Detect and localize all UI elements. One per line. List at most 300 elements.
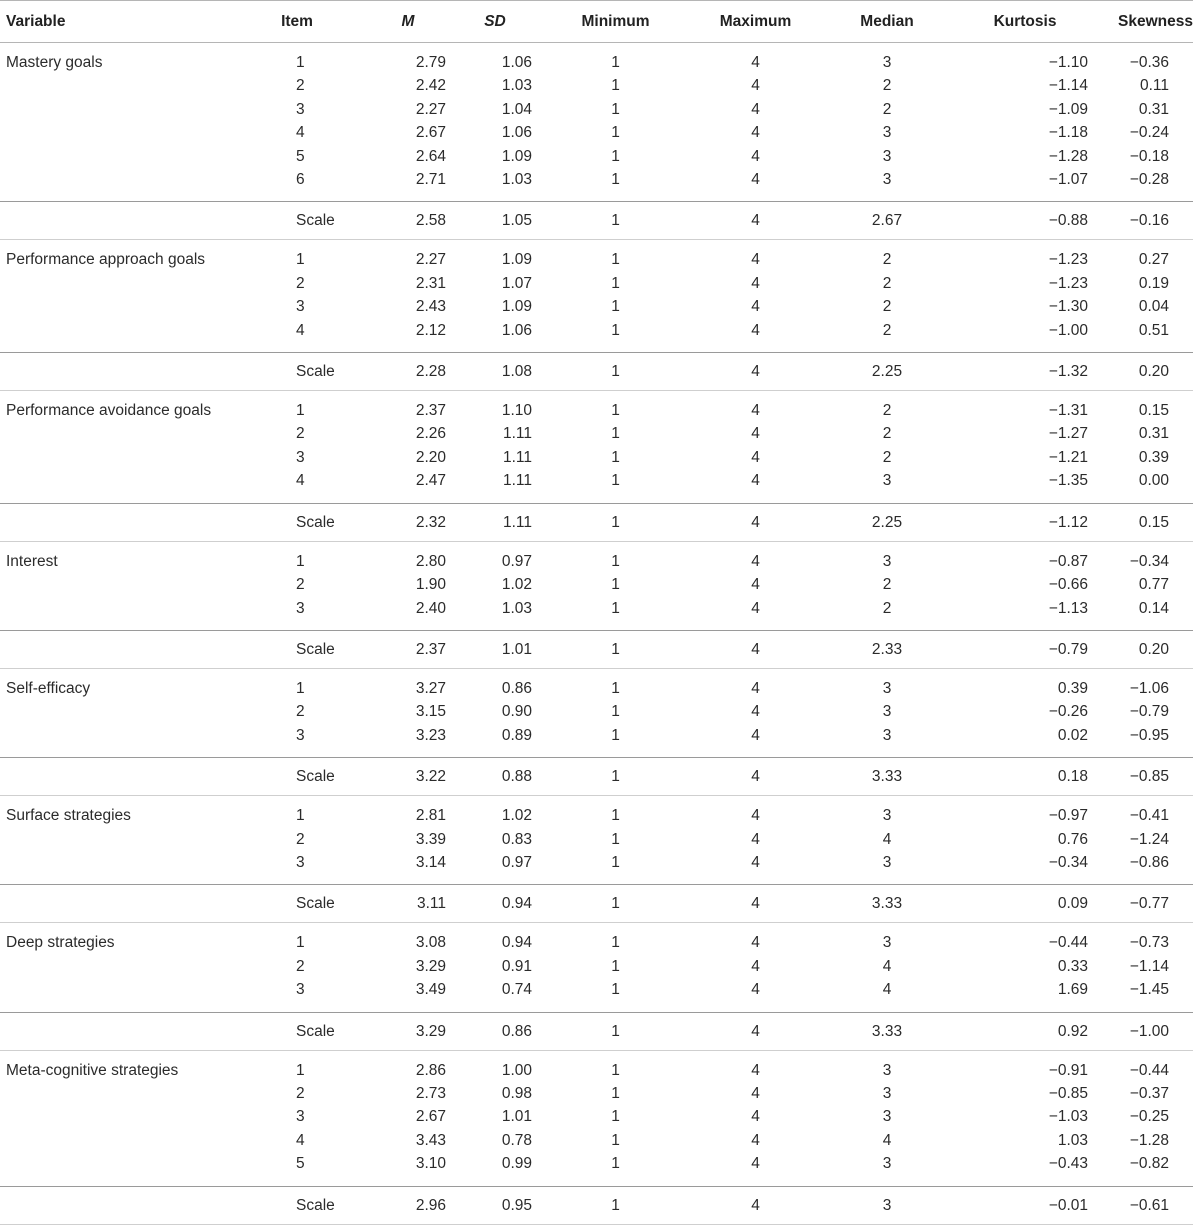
cell-kurtosis: −1.03 <box>1048 1108 1088 1126</box>
scale-m: 2.32 <box>364 503 452 541</box>
scale-item: Scale <box>236 1186 364 1224</box>
cell-sd: 1.04 <box>501 100 532 118</box>
cell-item: 3 <box>296 1108 305 1126</box>
cell-sd: 1.02 <box>501 576 532 594</box>
cell-minimum: 1 <box>611 1131 620 1149</box>
cell-m: 2.12 <box>415 321 446 339</box>
scale-kurtosis: 0.18 <box>956 758 1094 796</box>
scale-skewness: −0.16 <box>1094 202 1193 240</box>
scale-median: 3.33 <box>818 758 956 796</box>
cell-maximum: 4 <box>751 1084 760 1102</box>
cell-m: 3.10 <box>415 1155 446 1173</box>
scale-item: Scale <box>236 885 364 923</box>
cell-m: 3.15 <box>415 703 446 721</box>
scale-median: 2.25 <box>818 353 956 391</box>
variable-name: Mastery goals <box>6 54 103 71</box>
group-spacer <box>0 493 1193 504</box>
cell-median: 3 <box>882 1155 892 1173</box>
cell-m: 3.43 <box>415 1131 446 1149</box>
cell-m: 2.67 <box>415 1108 446 1126</box>
scale-skewness: −0.85 <box>1094 758 1193 796</box>
cell-item: 5 <box>296 147 305 165</box>
cell-skewness: −0.82 <box>1129 1155 1169 1173</box>
cell-maximum: 4 <box>751 472 760 490</box>
cell-median: 3 <box>882 1061 892 1079</box>
cell-m: 2.47 <box>415 472 446 490</box>
table-body <box>0 43 1193 1225</box>
cell-median: 3 <box>882 726 892 744</box>
cell-maximum: 4 <box>751 807 760 825</box>
cell-kurtosis: −0.66 <box>1048 576 1088 594</box>
cell-kurtosis: −1.00 <box>1048 321 1088 339</box>
cell-skewness: −1.06 <box>1129 679 1169 697</box>
scale-variable-blank <box>0 503 236 541</box>
scale-item: Scale <box>236 630 364 668</box>
cell-minimum: 1 <box>611 1155 620 1173</box>
header-median: Median <box>818 1 956 43</box>
cell-item: 1 <box>296 552 305 570</box>
scale-variable-blank <box>0 885 236 923</box>
cell-maximum: 4 <box>751 703 760 721</box>
cell-kurtosis: −1.27 <box>1048 425 1088 443</box>
cell-minimum: 1 <box>611 679 620 697</box>
cell-minimum: 1 <box>611 298 620 316</box>
cell-median: 2 <box>882 321 892 339</box>
table-row <box>0 240 1193 272</box>
cell-skewness: −0.28 <box>1129 171 1169 189</box>
cell-sd: 1.11 <box>502 425 532 443</box>
cell-minimum: 1 <box>611 703 620 721</box>
cell-median: 3 <box>882 171 892 189</box>
cell-median: 4 <box>882 830 892 848</box>
scale-m: 2.28 <box>364 353 452 391</box>
cell-kurtosis: −0.85 <box>1048 1084 1088 1102</box>
cell-skewness: −0.79 <box>1129 703 1169 721</box>
scale-kurtosis: −0.88 <box>956 202 1094 240</box>
cell-median: 3 <box>882 124 892 142</box>
cell-minimum: 1 <box>611 100 620 118</box>
spacer-cell <box>0 874 1193 885</box>
cell-maximum: 4 <box>751 251 760 269</box>
cell-median: 3 <box>882 552 892 570</box>
cell-kurtosis: 0.02 <box>1057 726 1088 744</box>
cell-skewness: −0.44 <box>1129 1061 1169 1079</box>
cell-m: 3.39 <box>415 830 446 848</box>
cell-skewness: −0.24 <box>1129 124 1169 142</box>
cell-skewness: −0.36 <box>1129 54 1169 71</box>
scale-skewness: −0.61 <box>1094 1186 1193 1224</box>
cell-sd: 1.06 <box>501 124 532 142</box>
cell-item: 2 <box>296 274 305 292</box>
cell-item: 3 <box>296 981 305 999</box>
cell-minimum: 1 <box>611 402 620 420</box>
cell-minimum: 1 <box>611 448 620 466</box>
cell-sd: 1.11 <box>502 472 532 490</box>
scale-row <box>0 503 1193 541</box>
scale-maximum: 4 <box>693 503 818 541</box>
table-row <box>0 1050 1193 1082</box>
cell-item: 4 <box>296 472 305 490</box>
cell-skewness: −1.28 <box>1129 1131 1169 1149</box>
cell-item: 3 <box>296 448 305 466</box>
cell-sd: 0.86 <box>501 679 532 697</box>
table-header-row <box>0 1 1193 43</box>
cell-maximum: 4 <box>751 54 760 71</box>
cell-median: 2 <box>882 274 892 292</box>
cell-median: 3 <box>882 54 892 71</box>
cell-m: 2.80 <box>415 552 446 570</box>
cell-maximum: 4 <box>751 957 760 975</box>
cell-median: 2 <box>882 402 892 420</box>
cell-minimum: 1 <box>611 425 620 443</box>
scale-variable-blank <box>0 630 236 668</box>
scale-median: 2.33 <box>818 630 956 668</box>
cell-skewness: −1.45 <box>1129 981 1169 999</box>
scale-variable-blank <box>0 1186 236 1224</box>
table-row <box>0 796 1193 828</box>
cell-minimum: 1 <box>611 321 620 339</box>
cell-maximum: 4 <box>751 726 760 744</box>
cell-skewness: 0.39 <box>1138 448 1169 466</box>
cell-sd: 0.89 <box>501 726 532 744</box>
cell-sd: 1.03 <box>501 77 532 95</box>
cell-item: 2 <box>296 77 305 95</box>
table-row <box>0 391 1193 423</box>
cell-skewness: −0.37 <box>1129 1084 1169 1102</box>
cell-maximum: 4 <box>751 298 760 316</box>
cell-m: 2.64 <box>415 147 446 165</box>
cell-sd: 0.78 <box>501 1131 532 1149</box>
variable-name: Interest <box>6 552 58 570</box>
cell-median: 4 <box>882 957 892 975</box>
cell-maximum: 4 <box>751 1155 760 1173</box>
cell-maximum: 4 <box>751 576 760 594</box>
table-row <box>0 923 1193 955</box>
scale-skewness: 0.15 <box>1094 503 1193 541</box>
cell-sd: 1.02 <box>501 807 532 825</box>
cell-sd: 0.90 <box>501 703 532 721</box>
scale-row <box>0 758 1193 796</box>
cell-skewness: −0.95 <box>1129 726 1169 744</box>
cell-item: 4 <box>296 1131 305 1149</box>
header-kurtosis: Kurtosis <box>956 1 1094 43</box>
cell-kurtosis: −1.10 <box>1048 54 1088 71</box>
group-spacer <box>0 874 1193 885</box>
cell-kurtosis: −1.23 <box>1048 251 1088 269</box>
cell-item: 1 <box>296 251 305 269</box>
cell-median: 2 <box>882 599 892 617</box>
cell-sd: 1.11 <box>502 448 532 466</box>
scale-median: 3 <box>818 1186 956 1224</box>
variable-name: Deep strategies <box>6 934 115 952</box>
cell-m: 2.37 <box>415 402 446 420</box>
header-minimum: Minimum <box>538 1 693 43</box>
cell-sd: 1.07 <box>501 274 532 292</box>
cell-m: 2.31 <box>415 274 446 292</box>
group-spacer <box>0 342 1193 353</box>
cell-kurtosis: −1.31 <box>1048 402 1088 420</box>
cell-minimum: 1 <box>611 171 620 189</box>
scale-maximum: 4 <box>693 1012 818 1050</box>
cell-sd: 0.97 <box>501 552 532 570</box>
cell-item: 6 <box>296 171 305 189</box>
scale-median: 3.33 <box>818 1012 956 1050</box>
cell-skewness: −0.73 <box>1129 934 1169 952</box>
cell-minimum: 1 <box>611 552 620 570</box>
cell-m: 3.29 <box>415 957 446 975</box>
cell-skewness: 0.00 <box>1138 472 1169 490</box>
scale-variable-blank <box>0 758 236 796</box>
cell-kurtosis: 0.33 <box>1057 957 1088 975</box>
cell-sd: 1.09 <box>501 298 532 316</box>
cell-minimum: 1 <box>611 807 620 825</box>
scale-row <box>0 202 1193 240</box>
cell-sd: 0.98 <box>501 1084 532 1102</box>
cell-kurtosis: −1.14 <box>1048 77 1088 95</box>
cell-skewness: −1.24 <box>1129 830 1169 848</box>
table-row <box>0 43 1193 75</box>
variable-name: Performance approach goals <box>6 251 206 269</box>
scale-skewness: −0.77 <box>1094 885 1193 923</box>
cell-minimum: 1 <box>611 1084 620 1102</box>
cell-skewness: 0.31 <box>1138 100 1169 118</box>
spacer-cell <box>0 493 1193 504</box>
cell-maximum: 4 <box>751 147 760 165</box>
cell-sd: 0.91 <box>501 957 532 975</box>
cell-item: 2 <box>296 1084 305 1102</box>
cell-median: 3 <box>882 679 892 697</box>
cell-median: 3 <box>882 1108 892 1126</box>
cell-median: 4 <box>882 981 892 999</box>
cell-maximum: 4 <box>751 552 760 570</box>
scale-minimum: 1 <box>538 630 693 668</box>
cell-maximum: 4 <box>751 274 760 292</box>
cell-item: 3 <box>296 726 305 744</box>
cell-maximum: 4 <box>751 124 760 142</box>
cell-m: 3.27 <box>415 679 446 697</box>
cell-minimum: 1 <box>611 147 620 165</box>
table-row <box>0 668 1193 700</box>
group-spacer <box>0 747 1193 758</box>
scale-item: Scale <box>236 202 364 240</box>
cell-item: 1 <box>296 1061 305 1079</box>
cell-item: 4 <box>296 321 305 339</box>
cell-item: 1 <box>296 402 305 420</box>
spacer-cell <box>0 620 1193 631</box>
cell-maximum: 4 <box>751 981 760 999</box>
scale-kurtosis: −1.32 <box>956 353 1094 391</box>
cell-median: 3 <box>882 1084 892 1102</box>
cell-median: 3 <box>882 703 892 721</box>
cell-kurtosis: 0.39 <box>1057 679 1088 697</box>
table-row <box>0 541 1193 573</box>
scale-item: Scale <box>236 503 364 541</box>
scale-median: 3.33 <box>818 885 956 923</box>
scale-kurtosis: −0.79 <box>956 630 1094 668</box>
scale-item: Scale <box>236 1012 364 1050</box>
cell-sd: 0.94 <box>501 934 532 952</box>
cell-item: 2 <box>296 830 305 848</box>
cell-sd: 0.97 <box>501 853 532 871</box>
cell-item: 3 <box>296 853 305 871</box>
cell-maximum: 4 <box>751 1108 760 1126</box>
scale-skewness: 0.20 <box>1094 353 1193 391</box>
scale-kurtosis: −1.12 <box>956 503 1094 541</box>
scale-item: Scale <box>236 353 364 391</box>
scale-sd: 1.08 <box>452 353 538 391</box>
cell-m: 2.73 <box>415 1084 446 1102</box>
cell-kurtosis: −1.23 <box>1048 274 1088 292</box>
cell-item: 1 <box>296 54 305 71</box>
cell-maximum: 4 <box>751 853 760 871</box>
cell-skewness: 0.77 <box>1138 576 1169 594</box>
cell-item: 5 <box>296 1155 305 1173</box>
cell-m: 2.40 <box>415 599 446 617</box>
cell-median: 2 <box>882 448 892 466</box>
scale-minimum: 1 <box>538 758 693 796</box>
scale-row <box>0 1186 1193 1224</box>
scale-row <box>0 630 1193 668</box>
cell-m: 2.81 <box>415 807 446 825</box>
variable-name: Self-efficacy <box>6 679 91 697</box>
cell-kurtosis: −0.34 <box>1048 853 1088 871</box>
cell-kurtosis: −1.09 <box>1048 100 1088 118</box>
cell-minimum: 1 <box>611 934 620 952</box>
scale-row <box>0 885 1193 923</box>
cell-minimum: 1 <box>611 274 620 292</box>
scale-maximum: 4 <box>693 885 818 923</box>
cell-minimum: 1 <box>611 853 620 871</box>
scale-m: 2.96 <box>364 1186 452 1224</box>
scale-item: Scale <box>236 758 364 796</box>
cell-minimum: 1 <box>611 981 620 999</box>
cell-maximum: 4 <box>751 830 760 848</box>
scale-m: 2.58 <box>364 202 452 240</box>
scale-minimum: 1 <box>538 1186 693 1224</box>
cell-minimum: 1 <box>611 576 620 594</box>
scale-skewness: −1.00 <box>1094 1012 1193 1050</box>
scale-kurtosis: 0.92 <box>956 1012 1094 1050</box>
cell-m: 2.86 <box>415 1061 446 1079</box>
cell-minimum: 1 <box>611 1061 620 1079</box>
cell-sd: 0.74 <box>501 981 532 999</box>
cell-median: 2 <box>882 100 892 118</box>
cell-median: 3 <box>882 472 892 490</box>
cell-item: 2 <box>296 425 305 443</box>
group-spacer <box>0 1176 1193 1187</box>
cell-median: 3 <box>882 807 892 825</box>
spacer-cell <box>0 1176 1193 1187</box>
group-spacer <box>0 1002 1193 1013</box>
cell-sd: 1.09 <box>501 251 532 269</box>
cell-item: 1 <box>296 679 305 697</box>
cell-minimum: 1 <box>611 830 620 848</box>
scale-m: 3.22 <box>364 758 452 796</box>
cell-skewness: 0.27 <box>1138 251 1169 269</box>
header-variable: Variable <box>0 1 236 43</box>
scale-row <box>0 1012 1193 1050</box>
cell-median: 3 <box>882 853 892 871</box>
scale-median: 2.67 <box>818 202 956 240</box>
cell-skewness: 0.11 <box>1139 77 1169 95</box>
cell-minimum: 1 <box>611 124 620 142</box>
scale-variable-blank <box>0 1012 236 1050</box>
cell-kurtosis: −0.44 <box>1048 934 1088 952</box>
cell-m: 2.27 <box>415 100 446 118</box>
cell-sd: 1.10 <box>501 402 532 420</box>
cell-maximum: 4 <box>751 1061 760 1079</box>
cell-m: 1.90 <box>415 576 446 594</box>
cell-median: 3 <box>882 147 892 165</box>
scale-variable-blank <box>0 202 236 240</box>
cell-sd: 1.09 <box>501 147 532 165</box>
cell-skewness: −1.14 <box>1129 957 1169 975</box>
cell-kurtosis: −0.87 <box>1048 552 1088 570</box>
scale-kurtosis: 0.09 <box>956 885 1094 923</box>
cell-minimum: 1 <box>611 957 620 975</box>
cell-minimum: 1 <box>611 1108 620 1126</box>
cell-kurtosis: −1.28 <box>1048 147 1088 165</box>
cell-m: 3.08 <box>415 934 446 952</box>
scale-maximum: 4 <box>693 758 818 796</box>
cell-maximum: 4 <box>751 100 760 118</box>
cell-median: 2 <box>882 298 892 316</box>
cell-sd: 1.06 <box>501 54 532 71</box>
cell-maximum: 4 <box>751 1131 760 1149</box>
cell-median: 4 <box>882 1131 892 1149</box>
scale-median: 2.25 <box>818 503 956 541</box>
spacer-cell <box>0 747 1193 758</box>
cell-maximum: 4 <box>751 77 760 95</box>
scale-m: 3.29 <box>364 1012 452 1050</box>
cell-kurtosis: −1.18 <box>1048 124 1088 142</box>
spacer-cell <box>0 342 1193 353</box>
variable-name: Surface strategies <box>6 807 131 825</box>
cell-item: 3 <box>296 599 305 617</box>
cell-m: 2.20 <box>415 448 446 466</box>
cell-m: 3.23 <box>415 726 446 744</box>
scale-maximum: 4 <box>693 630 818 668</box>
scale-row <box>0 353 1193 391</box>
cell-sd: 1.03 <box>501 599 532 617</box>
cell-item: 2 <box>296 703 305 721</box>
variable-name: Meta-cognitive strategies <box>6 1061 179 1079</box>
cell-maximum: 4 <box>751 448 760 466</box>
cell-item: 4 <box>296 124 305 142</box>
header-sd: SD <box>452 1 538 43</box>
cell-minimum: 1 <box>611 472 620 490</box>
cell-skewness: 0.51 <box>1138 321 1169 339</box>
cell-item: 2 <box>296 576 305 594</box>
cell-sd: 1.03 <box>501 171 532 189</box>
scale-sd: 0.88 <box>452 758 538 796</box>
cell-m: 2.71 <box>415 171 446 189</box>
cell-sd: 1.01 <box>501 1108 532 1126</box>
cell-maximum: 4 <box>751 321 760 339</box>
group-spacer <box>0 191 1193 202</box>
cell-sd: 0.99 <box>501 1155 532 1173</box>
spacer-cell <box>0 191 1193 202</box>
cell-minimum: 1 <box>611 77 620 95</box>
header-m: M <box>364 1 452 43</box>
scale-minimum: 1 <box>538 1012 693 1050</box>
cell-kurtosis: 1.03 <box>1057 1131 1088 1149</box>
cell-kurtosis: −1.21 <box>1048 448 1088 466</box>
scale-maximum: 4 <box>693 202 818 240</box>
header-skewness: Skewness <box>1094 1 1193 43</box>
cell-m: 2.42 <box>415 77 446 95</box>
scale-skewness: 0.20 <box>1094 630 1193 668</box>
